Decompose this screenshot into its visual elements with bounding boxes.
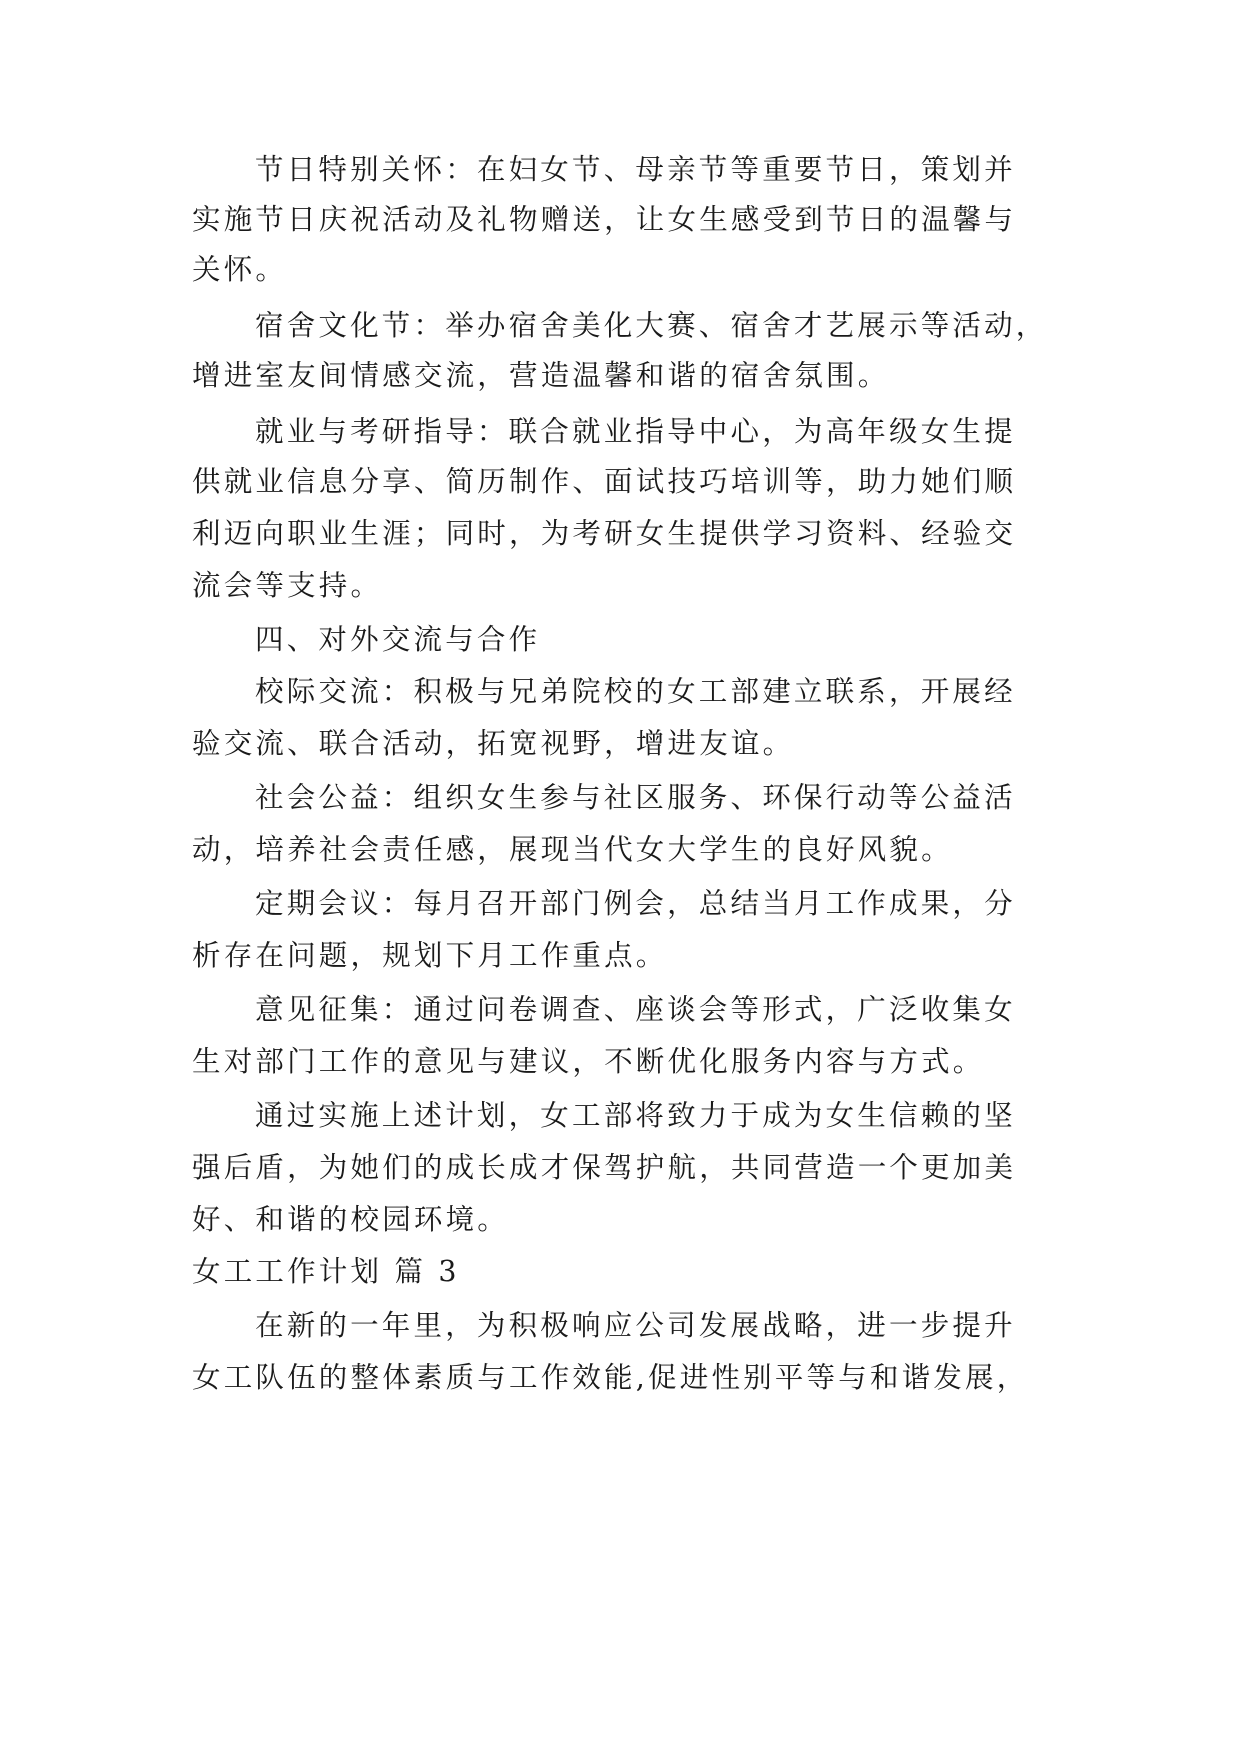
para-conclusion-line-3: 好、和谐的校园环境。 xyxy=(192,1203,510,1236)
para-conclusion-line-1: 通过实施上述计划，女工部将致力于成为女生信赖的坚 xyxy=(255,1099,1016,1132)
para-inter-school-line-1: 校际交流：积极与兄弟院校的女工部建立联系，开展经 xyxy=(255,675,1016,708)
para-career-guidance-line-2: 供就业信息分享、简历制作、面试技巧培训等，助力她们顺 xyxy=(192,465,1017,498)
section-title-plan-3: 女工工作计划 篇 3 xyxy=(192,1255,460,1288)
para-career-guidance-line-1: 就业与考研指导：联合就业指导中心，为高年级女生提 xyxy=(255,415,1016,448)
para-conclusion-line-2: 强后盾，为她们的成长成才保驾护航，共同营造一个更加美 xyxy=(192,1151,1017,1184)
para-inter-school-line-2: 验交流、联合活动，拓宽视野，增进友谊。 xyxy=(192,727,795,760)
para-feedback-line-2: 生对部门工作的意见与建议，不断优化服务内容与方式。 xyxy=(192,1045,985,1078)
para-career-guidance-line-3: 利迈向职业生涯；同时，为考研女生提供学习资料、经验交 xyxy=(192,517,1017,550)
para-holiday-care-line-2: 实施节日庆祝活动及礼物赠送，让女生感受到节日的温馨与 xyxy=(192,203,1017,236)
section-heading-external-exchange: 四、对外交流与合作 xyxy=(255,623,541,656)
para-holiday-care-line-1: 节日特别关怀：在妇女节、母亲节等重要节日，策划并 xyxy=(255,153,1016,186)
para-career-guidance-line-4: 流会等支持。 xyxy=(192,569,383,602)
para-public-welfare-line-1: 社会公益：组织女生参与社区服务、环保行动等公益活 xyxy=(255,781,1016,814)
para-new-year-line-1: 在新的一年里，为积极响应公司发展战略，进一步提升 xyxy=(255,1309,1016,1342)
para-dorm-culture-line-2: 增进室友间情感交流，营造温馨和谐的宿舍氛围。 xyxy=(192,359,890,392)
para-new-year-line-2: 女工队伍的整体素质与工作效能,促进性别平等与和谐发展， xyxy=(192,1361,1029,1394)
para-dorm-culture-line-1: 宿舍文化节：举办宿舍美化大赛、宿舍才艺展示等活动， xyxy=(255,309,1048,342)
para-regular-meeting-line-1: 定期会议：每月召开部门例会，总结当月工作成果，分 xyxy=(255,887,1016,920)
para-holiday-care-line-3: 关怀。 xyxy=(192,253,288,286)
para-public-welfare-line-2: 动，培养社会责任感，展现当代女大学生的良好风貌。 xyxy=(192,833,953,866)
para-regular-meeting-line-2: 析存在问题，规划下月工作重点。 xyxy=(192,939,668,972)
para-feedback-line-1: 意见征集：通过问卷调查、座谈会等形式，广泛收集女 xyxy=(255,993,1016,1026)
